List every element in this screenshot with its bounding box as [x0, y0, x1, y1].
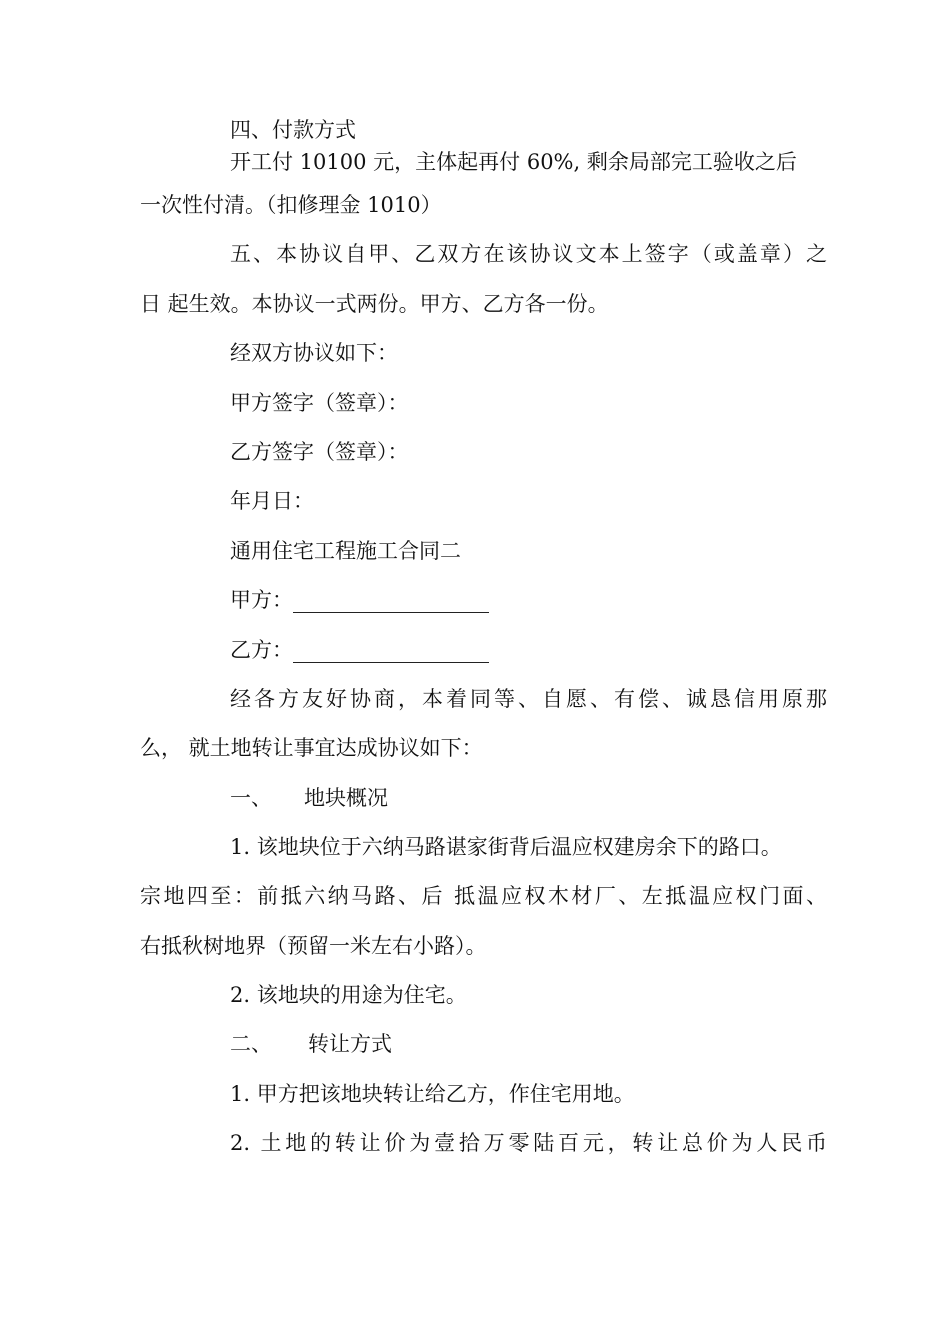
party-b-signature-label: 乙方签字（签章）：: [230, 440, 409, 464]
effect-line-2: 日 起生效。本协议一式两份。甲方、乙方各一份。: [140, 292, 609, 316]
agreement-intro: 经双方协议如下：: [230, 341, 398, 365]
section-2-title: 转让方式: [308, 1032, 392, 1056]
party-b-blank-line: [293, 642, 489, 663]
party-a-label: 甲方：: [230, 588, 293, 612]
section-2-number: 二、: [230, 1032, 272, 1056]
contract-2-title: 通用住宅工程施工合同二: [230, 539, 461, 563]
transfer-intro-line-1: 经各方友好协商，本着同等、自愿、有偿、诚恳信用原那: [230, 687, 827, 711]
plot-usage: 2. 该地块的用途为住宅。: [230, 983, 467, 1007]
effect-line-1: 五、本协议自甲、乙双方在该协议文本上签字（或盖章）之: [230, 242, 827, 266]
payment-line-2: 一次性付清。（扣修理金 1010）: [140, 193, 442, 217]
transfer-item-1: 1. 甲方把该地块转让给乙方，作住宅用地。: [230, 1082, 635, 1106]
date-label: 年月日：: [230, 489, 314, 513]
party-a-signature-label: 甲方签字（签章）：: [230, 391, 409, 415]
section-2-heading: [230, 1030, 392, 1058]
party-b-label: 乙方：: [230, 638, 293, 662]
section-1-number: 一、: [230, 786, 272, 810]
section-1-title: 地块概况: [304, 786, 388, 810]
section-4-heading: 四、付款方式: [230, 118, 356, 142]
payment-line-1: 开工付 10100 元，主体起再付 60%, 剩余局部完工验收之后: [230, 150, 797, 174]
party-a-row: [230, 586, 489, 614]
transfer-intro-line-2: 么， 就土地转让事宜达成协议如下：: [140, 736, 483, 760]
section-1-heading: [230, 784, 388, 812]
plot-location-line-2: 宗地四至：前抵六纳马路、后 抵温应权木材厂、左抵温应权门面、: [140, 884, 827, 908]
transfer-item-2: 2. 土地的转让价为壹拾万零陆百元，转让总价为人民币: [230, 1131, 827, 1155]
plot-location-line-1: 1. 该地块位于六纳马路谌家街背后温应权建房余下的路口。: [230, 835, 782, 859]
party-b-row: [230, 636, 489, 664]
plot-location-line-3: 右抵秋树地界（预留一米左右小路）。: [140, 934, 487, 958]
party-a-blank-line: [293, 592, 489, 613]
